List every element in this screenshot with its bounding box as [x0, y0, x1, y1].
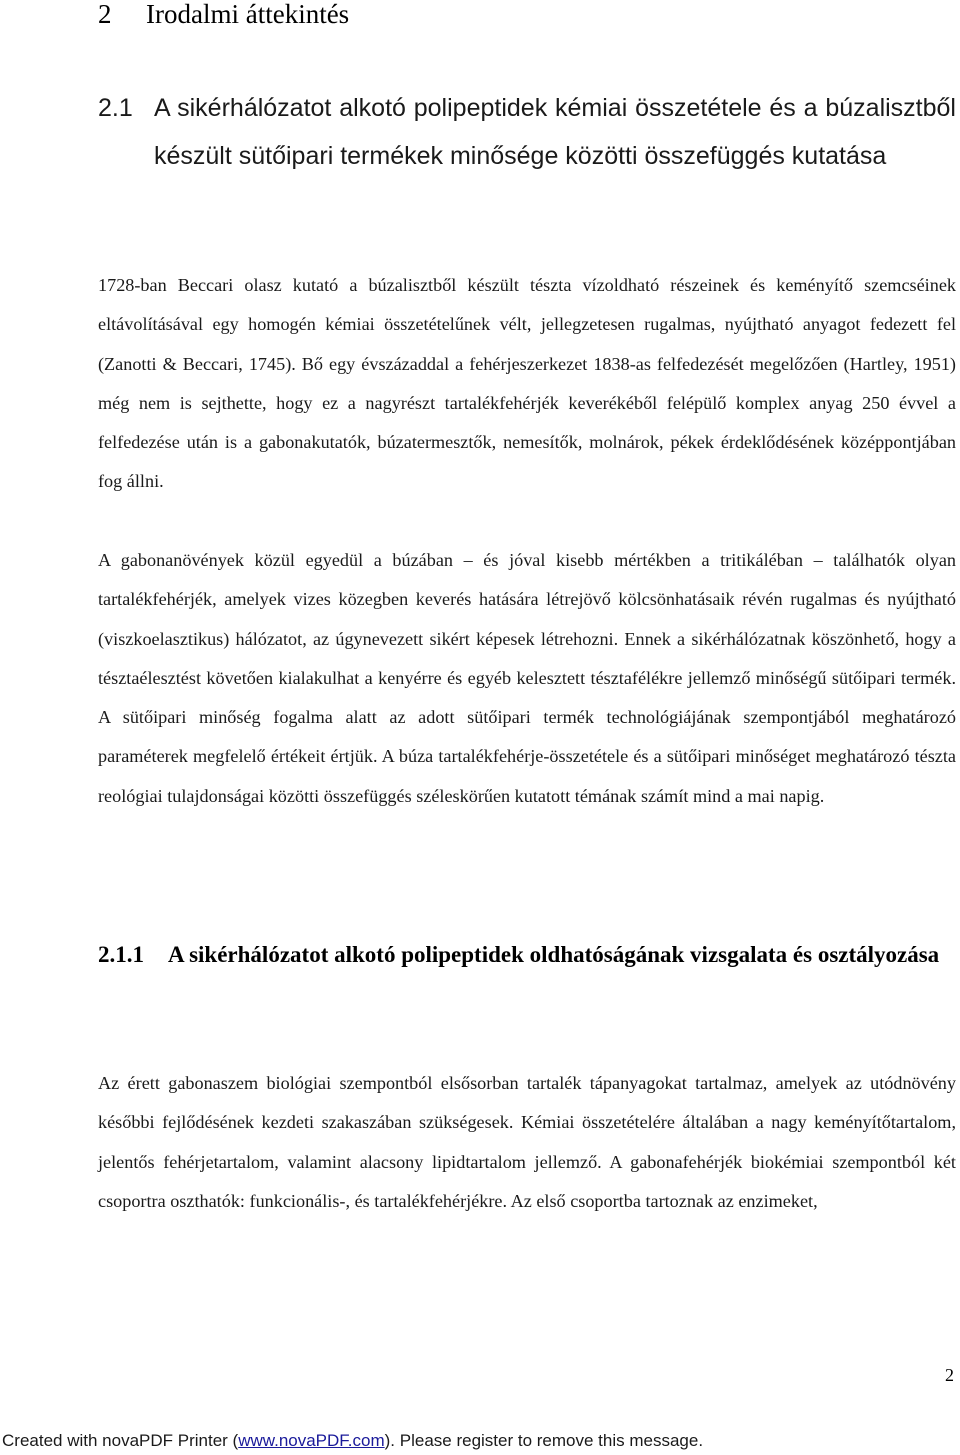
page-number: 2 [945, 1365, 954, 1385]
section-number: 2.1 [98, 94, 133, 122]
section-title: A sikérhálózatot alkotó polipeptidek kémiai összetétele és a búzalisztből készült sütőipari termékek minősége közötti összefüggés kutatása [154, 94, 956, 170]
body-paragraph-1: 1728-ban Beccari olasz kutató a búzalisztből készült tészta vízoldható részeinek és keményítő szemcséinek eltávolításával egy homogén kémiai összetételűnek vélt, jellegzetesen rugalmas, nyújtható anyagot fedezett fel (Zanotti & Beccari, 1745). Bő egy évszázaddal a fehérjeszerkezet 1838-as felfedezését megelőzően (Hartley, 1951) még nem is sejthette, hogy ez a nagyrészt tartalékfehérjék keverékéből felépülő komplex anyag 250 évvel a felfedezése után is a gabonakutatók, búzatermesztők, nemesítők, molnárok, pékek érdeklődésének középpontjában fog állni. [98, 275, 956, 492]
subsection-number: 2.1.1 [98, 942, 144, 967]
chapter-title: Irodalmi áttekintés [146, 0, 350, 29]
body-paragraph-2: A gabonanövények közül egyedül a búzában – és jóval kisebb mértékben a tritikáléban – találhatók olyan tartalékfehérjék, amelyek vizes közegben keverés hatására létrejövő kölcsönhatásaik révén rugalmas és nyújtható (viszkoelasztikus) hálózatot, az úgynevezett sikért képesek létrehozni. Ennek a sikérhálózatnak köszönhető, hogy a tésztaélesztést követően kialakulhat a kenyérre és egyéb kelesztett tésztafélékre jellemző minőségű sütőipari termék. A sütőipari minőség fogalma alatt az adott sütőipari termék technológiájának szempontjából meghatározó paraméterek megfelelő értékeit értjük. A búza tartalékfehérje-összetétele és a sütőipari minőséget meghatározó tészta reológiai tulajdonságai közötti összefüggés széleskörűen kutatott témának számít mind a mai napig. [98, 550, 956, 806]
footer-suffix: ). Please register to remove this message. [384, 1431, 704, 1450]
chapter-heading [98, 0, 349, 32]
subsection-heading [98, 932, 956, 978]
subsection-title: A sikérhálózatot alkotó polipeptidek oldhatóságának vizsgalata és osztályozása [168, 942, 940, 967]
footer-prefix: Created with novaPDF Printer ( [2, 1431, 239, 1450]
footer-link[interactable]: www.novaPDF.com [238, 1431, 385, 1450]
body-paragraph-3: Az érett gabonaszem biológiai szempontból elsősorban tartalék tápanyagokat tartalmaz, amelyek az utódnövény későbbi fejlődésének kezdeti szakaszában szükségesek. Kémiai összetételére általában a nagy keményítőtartalom, jelentős fehérjetartalom, valamint alacsony lipidtartalom jellemző. A gabonafehérjék biokémiai szempontból két csoportra oszthatók: funkcionális-, és tartalékfehérjékre. Az első csoportba tartoznak az enzimeket, [98, 1073, 956, 1211]
chapter-number: 2 [98, 0, 112, 29]
footer-watermark [0, 1426, 960, 1455]
section-heading [98, 84, 956, 180]
